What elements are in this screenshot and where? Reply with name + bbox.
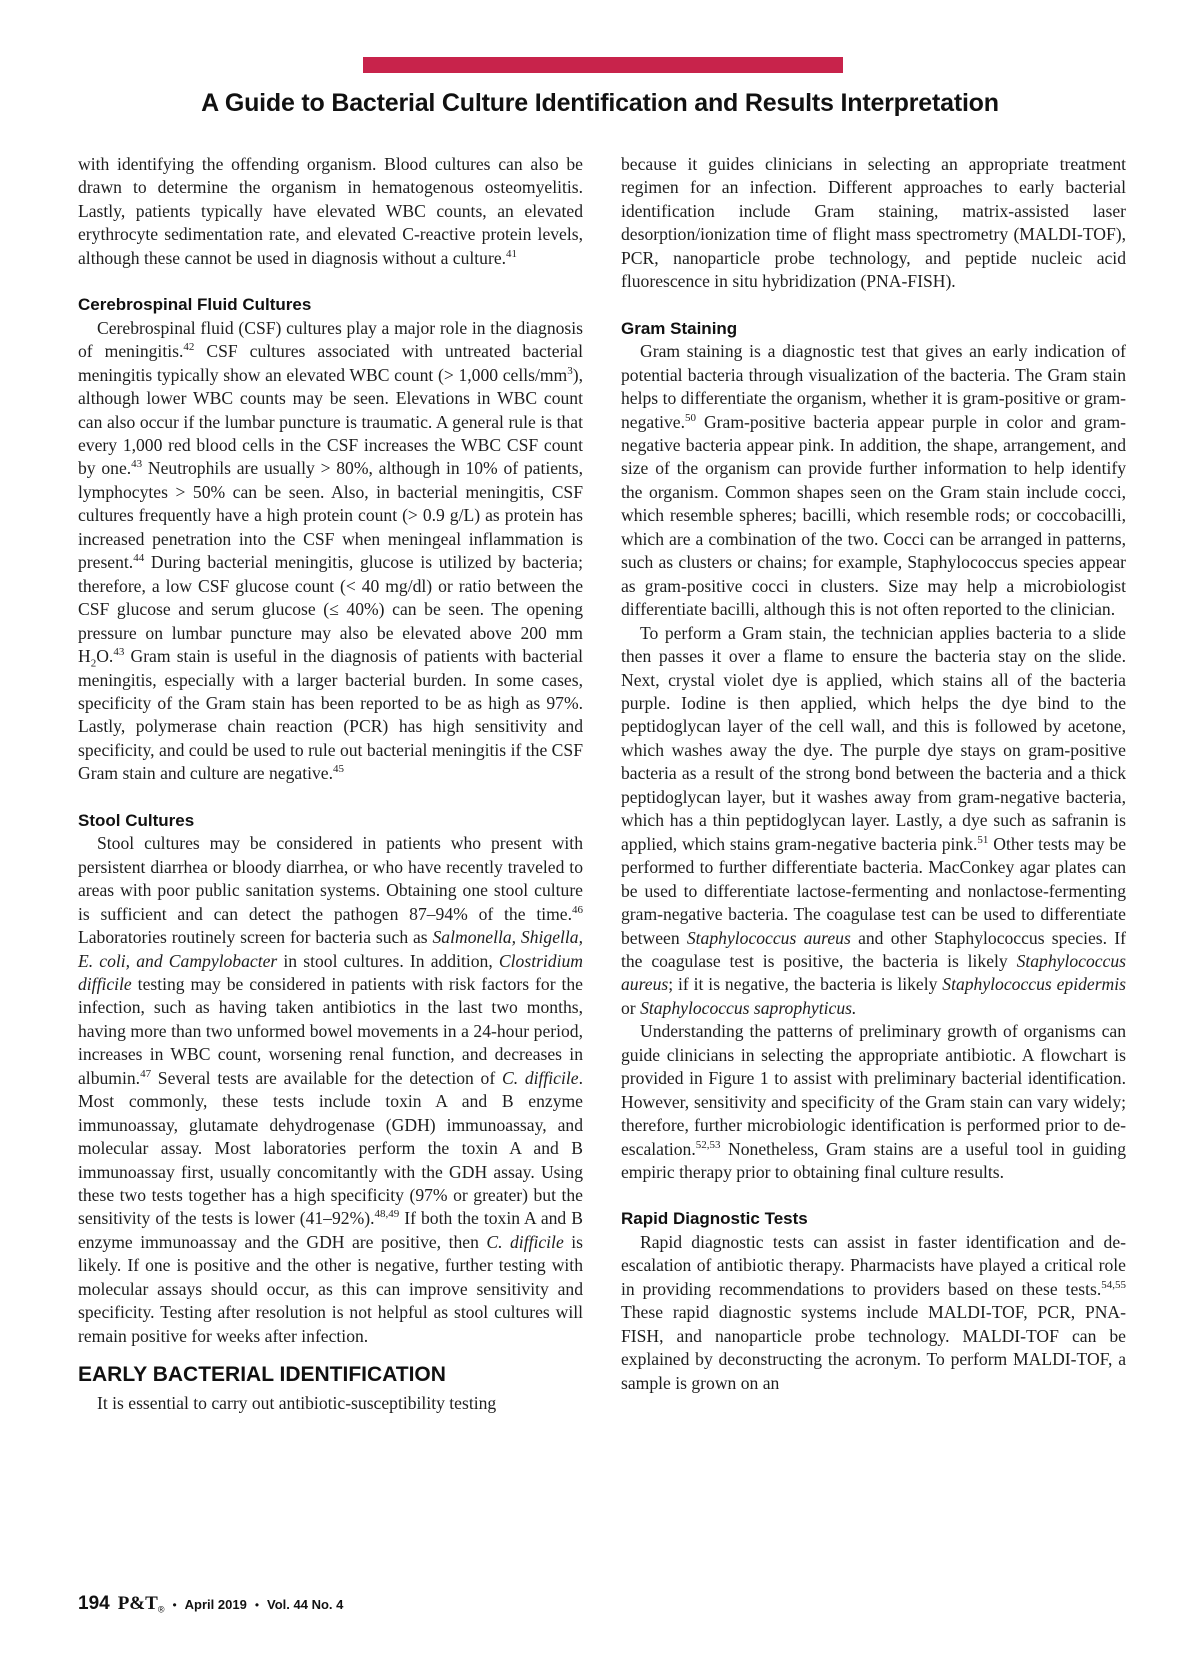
paragraph: with identifying the offending organism. Blood cultures can also be drawn to determine the organism in hematogenous osteomyelitis. Lastly, patients typically have elevated WBC counts, an elevated erythrocyte sedimentation rate, and elevated C-reactive protein levels, although these cannot be used in diagnosis without a culture.$^{41}$ bbox=[78, 154, 583, 268]
paragraph: Stool cultures may be considered in patients who present with persistent diarrhea or bloody diarrhea, or who have recently traveled to areas with poor public sanitation systems. Obtaining one stool culture is sufficient and can detect the pathogen 87–94% of the time.$^{46}$ Laboratories routinely screen for bacteria such as Salmonella, Shigella, E. coli, and Campylobacter in stool cultures. In addition, Clostridium difficile testing may be considered in patients with risk factors for the infection, such as having taken antibiotics in the last two months, having more than two unformed bowel movements in a 24-hour period, increases in WBC count, worsening renal function, and decreases in albumin.$^{47}$ Several tests are available for the detection of C. difficile. Most commonly, these tests include toxin A and B enzyme immunoassay, glutamate dehydrogenase (GDH) immunoassay, and molecular assay. Most laboratories perform the toxin A and B immunoassay first, usually concomitantly with the GDH assay. Using these two tests together has a high specificity (97% or greater) but the sensitivity of the tests is lower (41–92%).$^{48,49}$ If both the toxin A and B enzyme immunoassay and the GDH are positive, then C. difficile is likely. If one is positive and the other is negative, further testing with molecular assays should occur, as this can improve sensitivity and specificity. Testing after resolution is not helpful as stool cultures will remain positive for weeks after infection. bbox=[78, 833, 584, 1346]
right-column bbox=[621, 153, 1126, 1395]
page-number: 194 bbox=[78, 1593, 110, 1614]
paragraph: because it guides clinicians in selecting an appropriate treatment regimen for an infection. Different approaches to early bacterial identification include Gram staining, matrix-assisted laser desorption/ionization time of flight mass spectrometry (MALDI-TOF), PCR, nanoparticle probe technology, and peptide nucleic acid fluorescence in situ hybridization (PNA-FISH). bbox=[621, 154, 1126, 292]
separator: • bbox=[172, 1598, 177, 1612]
separator: • bbox=[254, 1598, 260, 1612]
header-accent-bar bbox=[363, 57, 843, 73]
journal-name: $P\&T_®$ bbox=[117, 1593, 165, 1615]
paragraph: Gram staining is a diagnostic test that gives an early indication of potential bacteria through visualization of the bacteria. The Gram stain helps to differentiate the organism, whether it is gram-positive or gram-negative.$^{50}$ Gram-positive bacteria appear purple in color and gram-negative bacteria appear pink. In addition, the shape, arrangement, and size of the organism can provide further information to help identify the organism. Common shapes seen on the Gram stain include cocci, which resemble spheres; bacilli, which resemble rods; or coccobacilli, which are a combination of the two. Cocci can be arranged in patterns, such as clusters or chains; for example, Staphylococcus species appear as gram-positive cocci in clusters. Size may help a microbiologist differentiate bacilli, although this is not often reported to the clinician. bbox=[621, 341, 1126, 620]
paragraph: Understanding the patterns of preliminary growth of organisms can guide clinicians in selecting the appropriate antibiotic. A flowchart is provided in Figure 1 to assist with preliminary bacterial identification. However, sensitivity and specificity of the Gram stain can vary widely; therefore, further microbiologic identification is performed prior to de-escalation.$^{52,53}$ Nonetheless, Gram stains are a useful tool in guiding empiric therapy prior to obtaining final culture results. bbox=[621, 1021, 1126, 1183]
section-heading-rapid-tests: Rapid Diagnostic Tests bbox=[621, 1209, 808, 1229]
running-head-title: A Guide to Bacterial Culture Identification and Results Interpretation bbox=[201, 89, 999, 117]
section-heading-early-identification: EARLY BACTERIAL IDENTIFICATION bbox=[78, 1363, 446, 1387]
paragraph: To perform a Gram stain, the technician applies bacteria to a slide then passes it over a flame to ensure the bacteria stay on the slide. Next, crystal violet dye is applied, which stains all of the bacteria purple. Iodine is then applied, which helps the dye bind to the peptidoglycan layer of the cell wall, and this is followed by acetone, which washes away the dye. The purple dye stays on gram-positive bacteria as a result of the strong bond between the bacteria and a thick peptidoglycan layer, but it washes away from gram-negative bacteria, which has a thin peptidoglycan layer. Lastly, a dye such as safranin is applied, which stains gram-negative bacteria pink.$^{51}$ Other tests may be performed to further differentiate bacteria. MacConkey agar plates can be used to differentiate lactose-fermenting and nonlactose-fermenting gram-negative bacteria. The coagulase test can be used to differentiate between Staphylococcus aureus and other Staphylococcus species. If the coagulase test is positive, the bacteria is likely Staphylococcus aureus; if it is negative, the bacteria is likely Staphylococcus epidermis or Staphylococcus saprophyticus. bbox=[621, 622, 1126, 1018]
paragraph: Rapid diagnostic tests can assist in faster identification and de-escalation of antibiotic therapy. Pharmacists have played a critical role in providing recommendations to providers based on these tests.$^{54,55}$ These rapid diagnostic systems include MALDI-TOF, PCR, PNA-FISH, and nanoparticle probe technology. MALDI-TOF can be explained by deconstructing the acronym. To perform MALDI-TOF, a sample is grown on an bbox=[621, 1231, 1126, 1393]
page-footer bbox=[78, 1593, 343, 1615]
volume-number: Vol. 44 No. 4 bbox=[267, 1597, 344, 1612]
issue-date: April 2019 bbox=[184, 1597, 247, 1612]
paragraph: Cerebrospinal fluid (CSF) cultures play a major role in the diagnosis of meningitis.$^{42}$ CSF cultures associated with untreated bacterial meningitis typically show an elevated WBC count (> 1,000 cells/$mm^3$), although lower WBC counts may be seen. Elevations in WBC count can also occur if the lumbar puncture is traumatic. A general rule is that every 1,000 red blood cells in the CSF increases the WBC CSF count by one.$^{43}$ Neutrophils are usually > 80%, although in 10% of patients, lymphocytes > 50% can be seen. Also, in bacterial meningitis, CSF cultures frequently have a high protein count (> 0.9 g/L) as protein has increased penetration into the CSF when meningeal inflammation is present.$^{44}$ During bacterial meningitis, glucose is utilized by bacteria; therefore, a low CSF glucose count (< 40 mg/dl) or ratio between the CSF glucose and serum glucose (≤ 40%) can be seen. The opening pressure on lumbar puncture may also be elevated above 200 mm $H_2O.^{43}$ Gram stain is useful in the diagnosis of patients with bacterial meningitis, especially with a larger bacterial burden. In some cases, specificity of the Gram stain has been reported to be as high as 97%. Lastly, polymerase chain reaction (PCR) has high sensitivity and specificity, and could be used to rule out bacterial meningitis if the CSF Gram stain and culture are negative.$^{45}$ bbox=[78, 317, 583, 784]
section-heading-csf: Cerebrospinal Fluid Cultures bbox=[78, 295, 312, 315]
paragraph: It is essential to carry out antibiotic-susceptibility testing bbox=[97, 1393, 497, 1414]
section-heading-stool: Stool Cultures bbox=[78, 810, 195, 830]
left-column bbox=[78, 153, 583, 1416]
section-heading-gram-staining: Gram Staining bbox=[621, 318, 738, 338]
